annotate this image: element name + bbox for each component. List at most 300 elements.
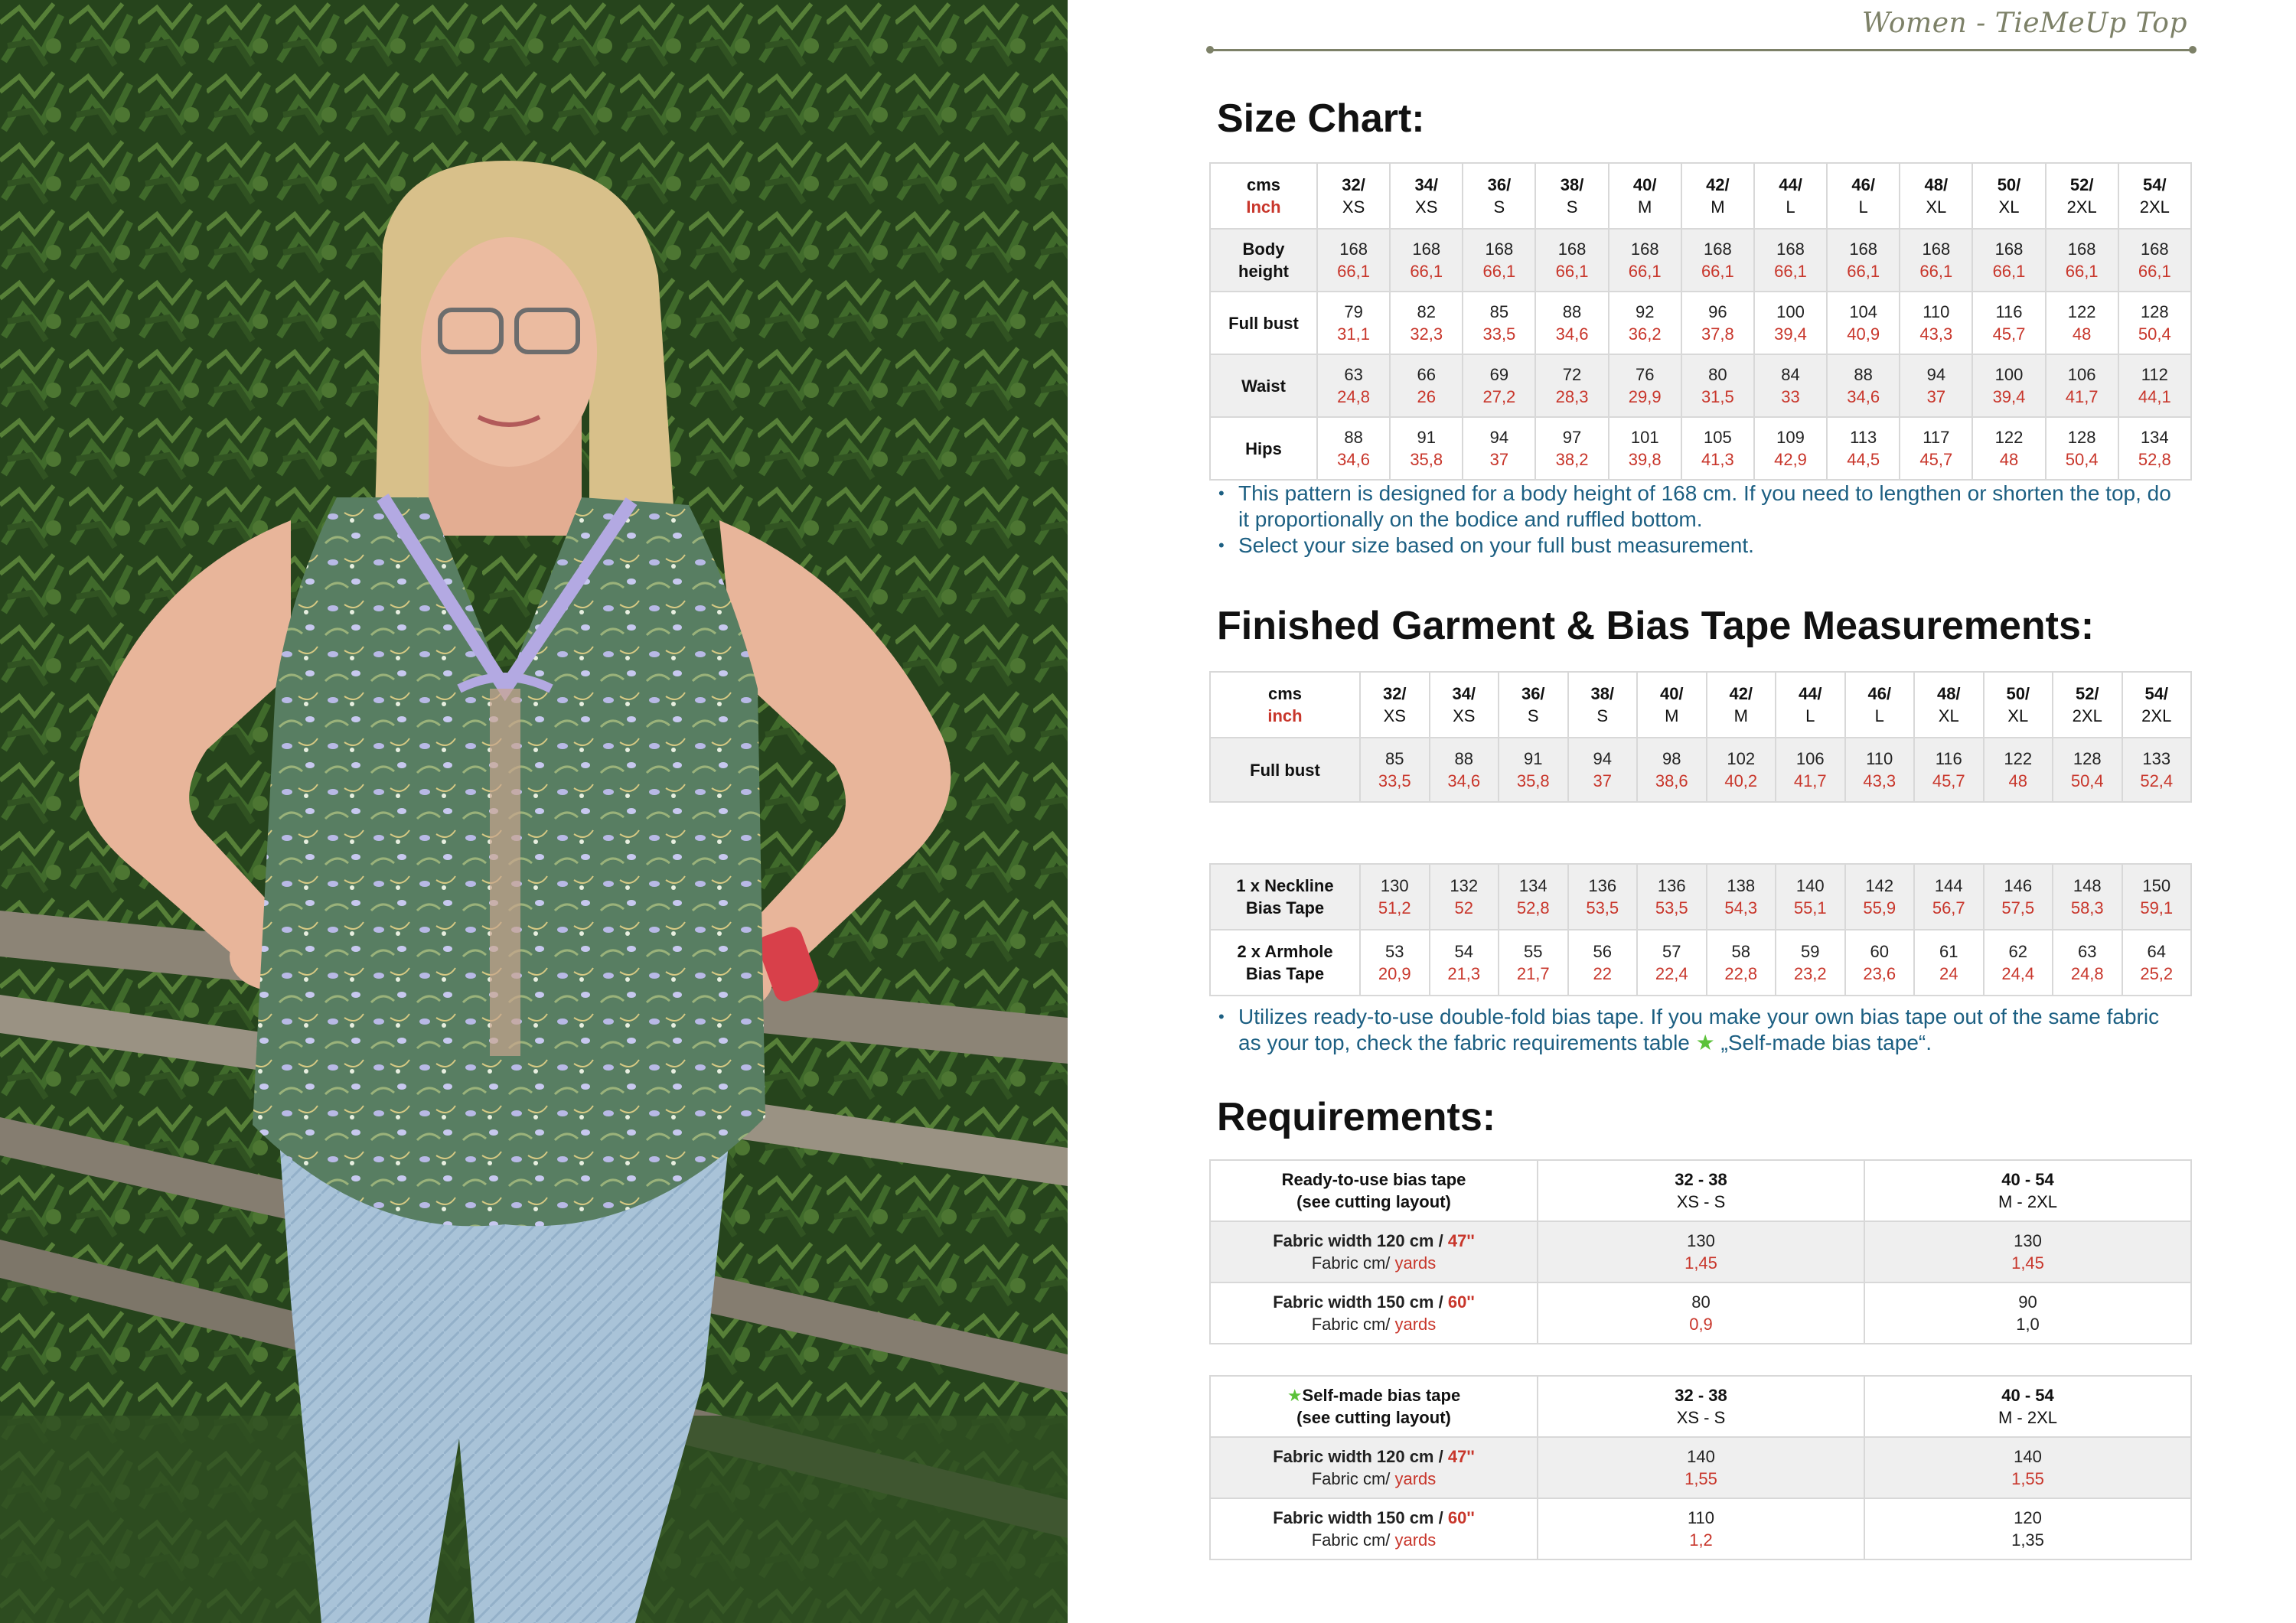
value-cell [1900,417,1972,480]
size-range-large [1864,1376,2191,1437]
size-header-1 [1430,672,1499,738]
size-range-small-top: 32 - 38 [1675,1170,1727,1189]
value-cell [2118,229,2191,292]
value-cell-top: 116 [1995,302,2023,321]
value-cell-top: 69 [1489,365,1509,384]
requirements-header-line1-text: Ready-to-use bias tape [1281,1170,1466,1189]
bias-value-cell [1568,864,1638,930]
bias-value-cell-bottom: 23,2 [1793,964,1827,983]
value-cell [1463,354,1535,417]
row-label: Full bust [1210,292,1317,354]
value-cell-top: 66 [1417,365,1436,384]
bias-value-cell [1914,864,1984,930]
value-cell [1390,417,1463,480]
bias-value-cell-bottom: 21,3 [1447,964,1481,983]
fabric-amount-small-bottom: 0,9 [1689,1315,1713,1334]
value-cell-top: 128 [2073,749,2102,768]
value-cell-bottom: 41,3 [1701,450,1734,469]
bias-value-cell-top: 148 [2073,876,2102,895]
value-cell-bottom: 43,3 [1863,771,1896,790]
fabric-amount-small-bottom: 1,2 [1689,1530,1713,1550]
value-cell-bottom: 52,8 [2138,450,2171,469]
size-header-6 [1754,163,1827,229]
bias-value-cell-top: 54 [1454,942,1473,961]
size-header-2-top: 36/ [1521,684,1545,703]
size-header-9-bottom: XL [2007,706,2029,725]
table-row [1210,354,2191,417]
bias-value-cell-top: 136 [1657,876,1686,895]
size-header-8-bottom: XL [1926,197,1947,217]
value-cell-bottom: 41,7 [2065,387,2099,406]
requirements-header-label [1210,1160,1538,1221]
value-cell [1609,292,1681,354]
fabric-unit-text: Fabric cm/ [1311,1315,1395,1334]
bias-value-cell [1776,864,1845,930]
value-cell-bottom: 27,2 [1482,387,1516,406]
value-cell-bottom: 37 [1926,387,1946,406]
value-cell-bottom: 48 [2072,324,2092,344]
row-label: Waist [1210,354,1317,417]
bias-value-cell-top: 60 [1870,942,1889,961]
value-cell [1609,229,1681,292]
size-range-small-bottom: XS - S [1676,1408,1726,1427]
size-header-1-bottom: XS [1415,197,1438,217]
fabric-width-inches: 47'' [1447,1447,1475,1466]
finished-measurements-title: Finished Garment & Bias Tape Measurements: [1217,604,2095,648]
bias-value-cell-bottom: 59,1 [2140,898,2174,917]
value-cell [2046,417,2118,480]
value-cell-top: 106 [2067,365,2096,384]
fabric-amount-large [1864,1437,2191,1498]
bias-value-cell-bottom: 52 [1454,898,1473,917]
size-header-10-bottom: 2XL [2072,706,2102,725]
bias-value-cell [2122,930,2192,996]
value-cell-bottom: 37 [1593,771,1612,790]
bias-row [1210,930,2191,996]
value-cell-top: 79 [1344,302,1363,321]
size-range-small-top: 32 - 38 [1675,1386,1727,1405]
requirements-row-label [1210,1498,1538,1559]
size-header-0-bottom: XS [1342,197,1365,217]
size-header-7-top: 46/ [1867,684,1892,703]
value-cell-bottom: 66,1 [1337,262,1370,281]
value-cell [1827,354,1900,417]
value-cell-top: 91 [1524,749,1543,768]
size-note: • Select your size based on your full bust measurement. [1215,533,2187,559]
value-cell-top: 128 [2140,302,2169,321]
bias-value-cell [1845,864,1915,930]
value-cell-top: 91 [1417,428,1436,447]
fabric-unit-yards: yards [1394,1530,1437,1550]
bias-value-cell-bottom: 22,8 [1724,964,1758,983]
value-cell-top: 168 [1557,240,1587,259]
value-cell [1681,417,1754,480]
value-cell-top: 122 [2067,302,2096,321]
bias-value-cell-bottom: 51,2 [1378,898,1411,917]
requirements-title: Requirements: [1217,1095,1496,1139]
size-header-0 [1360,672,1430,738]
row-label: Body height [1210,229,1317,292]
size-header-6-top: 44/ [1798,684,1822,703]
bias-value-cell [1360,864,1430,930]
value-cell-bottom: 52,4 [2140,771,2174,790]
bias-value-cell-top: 150 [2142,876,2171,895]
value-cell [1463,229,1535,292]
value-cell [1390,354,1463,417]
size-note: • This pattern is designed for a body height of 168 cm. If you need to lengthen or shorten the top, do it proportionally on the bodice and ruffled bottom. [1215,481,2187,533]
fabric-unit-text: Fabric cm/ [1311,1469,1395,1488]
fabric-unit-label [1211,1468,1537,1490]
fabric-width-text: Fabric width 120 cm / [1273,1447,1448,1466]
header-row [1210,163,2191,229]
value-cell-top: 94 [1926,365,1946,384]
value-cell-bottom: 66,1 [2138,262,2171,281]
value-cell-top: 85 [1489,302,1509,321]
size-range-large-bottom: M - 2XL [1998,1408,2058,1427]
size-header-11-bottom: 2XL [2141,706,2172,725]
value-cell-bottom: 66,1 [1919,262,1953,281]
value-cell [2046,292,2118,354]
bias-value-cell-top: 144 [1934,876,1963,895]
value-cell-bottom: 33,5 [1482,324,1516,344]
value-cell [1360,738,1430,802]
size-range-small [1538,1160,1864,1221]
bias-value-cell-bottom: 56,7 [1932,898,1965,917]
row-label: Full bust [1210,738,1360,802]
fabric-amount-small [1538,1282,1864,1344]
size-header-0 [1317,163,1390,229]
fabric-width-inches: 47'' [1447,1231,1475,1250]
fabric-width-label [1211,1507,1537,1529]
value-cell-bottom: 34,6 [1847,387,1880,406]
size-chart-table [1209,162,2192,481]
size-header-7-bottom: L [1858,197,1868,217]
value-cell-top: 168 [1485,240,1514,259]
bias-value-cell-bottom: 55,9 [1863,898,1896,917]
bias-value-cell-top: 59 [1801,942,1820,961]
fabric-amount-large-top: 90 [2018,1292,2037,1312]
model-photo [0,0,1068,1623]
value-cell [1390,229,1463,292]
fabric-amount-small-top: 110 [1687,1508,1715,1527]
size-header-8-top: 48/ [1924,175,1949,194]
header-row [1210,672,2191,738]
requirements-row-label [1210,1221,1538,1282]
fabric-amount-large [1864,1282,2191,1344]
size-header-3-top: 38/ [1590,684,1615,703]
value-cell-top: 85 [1385,749,1404,768]
value-cell [1776,738,1845,802]
bias-value-cell-bottom: 53,5 [1655,898,1688,917]
size-header-2-bottom: S [1493,197,1505,217]
value-cell [1972,229,2045,292]
value-cell-bottom: 50,4 [2138,324,2171,344]
size-header-8-bottom: XL [1938,706,1959,725]
value-cell-bottom: 39,8 [1628,450,1662,469]
bias-value-cell-top: 58 [1731,942,1750,961]
size-header-9 [1984,672,2053,738]
bias-value-cell-top: 136 [1588,876,1617,895]
value-cell-bottom: 66,1 [1847,262,1880,281]
bias-value-cell [2122,864,2192,930]
size-range-small-bottom: XS - S [1676,1192,1726,1211]
value-cell [1900,354,1972,417]
size-header-11-top: 54/ [2144,684,2169,703]
value-cell-top: 117 [1923,428,1950,447]
size-header-3 [1535,163,1608,229]
pattern-sheet [1194,0,2197,1623]
fabric-width-text: Fabric width 120 cm / [1273,1231,1448,1250]
size-header-3-bottom: S [1596,706,1609,725]
bias-value-cell [1499,930,1568,996]
requirements-row [1210,1221,2191,1282]
value-cell-top: 101 [1630,428,1659,447]
value-cell-bottom: 34,6 [1555,324,1589,344]
requirements-header-row [1210,1376,2191,1437]
size-header-11-bottom: 2XL [2139,197,2170,217]
size-header-10-top: 52/ [2075,684,2099,703]
value-cell-bottom: 44,5 [1847,450,1880,469]
unit-header-bottom: Inch [1246,197,1281,217]
size-header-8 [1914,672,1984,738]
value-cell-bottom: 66,1 [1992,262,2026,281]
bias-value-cell-top: 55 [1524,942,1543,961]
value-cell-top: 122 [1994,428,2024,447]
value-cell-top: 110 [1866,749,1893,768]
size-header-1 [1390,163,1463,229]
bias-value-cell-top: 53 [1385,942,1404,961]
value-cell [1317,354,1390,417]
requirements-row-label [1210,1437,1538,1498]
value-cell-top: 168 [1849,240,1878,259]
fabric-unit-label [1211,1529,1537,1551]
size-header-10-bottom: 2XL [2066,197,2097,217]
size-range-small [1538,1376,1864,1437]
requirements-header-line2: (see cutting layout) [1296,1408,1451,1427]
size-header-4-bottom: M [1638,197,1652,217]
size-header-6-bottom: L [1805,706,1815,725]
value-cell [1535,292,1608,354]
value-cell [1900,229,1972,292]
bias-value-cell [1360,930,1430,996]
value-cell [1972,354,2045,417]
fabric-amount-small-bottom: 1,45 [1684,1253,1717,1273]
size-header-10-top: 52/ [2069,175,2094,194]
value-cell-top: 112 [2141,365,2168,384]
requirements-row-label [1210,1282,1538,1344]
value-cell [1430,738,1499,802]
size-range-large-bottom: M - 2XL [1998,1192,2058,1211]
table-row [1210,229,2191,292]
value-cell [2046,229,2118,292]
value-cell-bottom: 35,8 [1516,771,1550,790]
value-cell [1984,738,2053,802]
value-cell [1609,354,1681,417]
value-cell-top: 109 [1776,428,1805,447]
fabric-unit-yards: yards [1394,1315,1437,1334]
size-header-8 [1900,163,1972,229]
size-header-5-top: 42/ [1729,684,1753,703]
value-cell [1390,292,1463,354]
value-cell [1754,292,1827,354]
value-cell-top: 88 [1344,428,1363,447]
value-cell-top: 168 [1922,240,1951,259]
size-header-3-top: 38/ [1560,175,1584,194]
size-header-0-bottom: XS [1383,706,1406,725]
document-header-title: Women - TieMeUp Top [1861,8,2187,39]
table-row [1210,292,2191,354]
bias-value-cell [1637,864,1707,930]
finished-garment-table [1209,671,2192,803]
value-cell-bottom: 66,1 [1701,262,1734,281]
bias-value-cell-top: 56 [1593,942,1612,961]
bias-tape-note-item: • Utilizes ready-to-use double-fold bias tape. If you make your own bias tape out of the same fabric as your top, check the fabric requirements table ★ „Self-made bias tape“. [1215,1004,2187,1056]
value-cell [1463,417,1535,480]
size-header-5 [1707,672,1776,738]
fabric-width-label [1211,1230,1537,1252]
size-header-7 [1845,672,1915,738]
bias-value-cell-bottom: 55,1 [1793,898,1827,917]
value-cell [1827,417,1900,480]
requirements-row [1210,1437,2191,1498]
bias-value-cell [1984,864,2053,930]
value-cell [1900,292,1972,354]
row-label: Hips [1210,417,1317,480]
value-cell [2118,354,2191,417]
value-cell-bottom: 48 [1999,450,2019,469]
size-header-5-bottom: M [1711,197,1725,217]
size-header-2-top: 36/ [1487,175,1512,194]
bias-value-cell-top: 142 [1865,876,1894,895]
value-cell [1681,354,1754,417]
size-header-9-bottom: XL [1998,197,2020,217]
value-cell-bottom: 39,4 [1774,324,1807,344]
value-cell [1681,229,1754,292]
value-cell-top: 100 [1994,365,2024,384]
requirements-header-label [1210,1376,1538,1437]
value-cell-bottom: 42,9 [1774,450,1807,469]
header-divider [1209,49,2193,51]
value-cell [1535,417,1608,480]
value-cell-top: 134 [2140,428,2169,447]
value-cell [2046,354,2118,417]
value-cell-top: 168 [1704,240,1732,259]
bias-value-cell-top: 61 [1939,942,1958,961]
value-cell [2118,292,2191,354]
value-cell-bottom: 39,4 [1992,387,2026,406]
value-cell [1707,738,1776,802]
value-cell [1754,417,1827,480]
value-cell-bottom: 50,4 [2070,771,2104,790]
value-cell-top: 72 [1562,365,1582,384]
value-cell-bottom: 66,1 [1774,262,1807,281]
unit-header [1210,163,1317,229]
size-header-9-top: 50/ [2006,684,2030,703]
value-cell [2122,738,2192,802]
bias-value-cell-bottom: 57,5 [2001,898,2035,917]
size-range-large-top: 40 - 54 [2001,1170,2054,1189]
bias-value-cell [1984,930,2053,996]
bias-value-cell-bottom: 22 [1593,964,1612,983]
fabric-unit-yards: yards [1394,1253,1437,1273]
bias-value-cell-top: 138 [1727,876,1756,895]
unit-header-top: cms [1246,175,1281,194]
value-cell [1681,292,1754,354]
value-cell-top: 122 [2004,749,2033,768]
value-cell-top: 88 [1854,365,1873,384]
fabric-width-label [1211,1291,1537,1313]
value-cell-top: 88 [1562,302,1582,321]
value-cell-bottom: 37,8 [1701,324,1734,344]
fabric-amount-small-top: 80 [1691,1292,1711,1312]
value-cell-bottom: 31,5 [1701,387,1734,406]
size-header-11 [2122,672,2192,738]
value-cell-bottom: 38,2 [1555,450,1589,469]
value-cell [2118,417,2191,480]
fabric-amount-small-bottom: 1,55 [1684,1469,1717,1488]
value-cell-bottom: 41,7 [1793,771,1827,790]
bias-value-cell-bottom: 23,6 [1863,964,1896,983]
requirements-header-line1-text: Self-made bias tape [1302,1386,1461,1405]
value-cell [1499,738,1568,802]
value-cell-top: 168 [2067,240,2096,259]
size-header-0-top: 32/ [1342,175,1365,194]
size-range-large [1864,1160,2191,1221]
unit-header-bottom: inch [1267,706,1303,725]
size-header-9-top: 50/ [1997,175,2021,194]
value-cell [1317,292,1390,354]
value-cell-bottom: 33 [1781,387,1800,406]
value-cell-bottom: 66,1 [1482,262,1516,281]
value-cell-top: 168 [1339,240,1368,259]
size-header-11-top: 54/ [2143,175,2167,194]
value-cell [1317,229,1390,292]
value-cell-bottom: 66,1 [2065,262,2099,281]
size-header-9 [1972,163,2045,229]
bias-value-cell-bottom: 54,3 [1724,898,1758,917]
bias-value-cell-bottom: 20,9 [1378,964,1411,983]
unit-header-top: cms [1267,684,1303,703]
fabric-amount-large-top: 130 [2014,1231,2042,1250]
size-header-1-top: 34/ [1414,175,1439,194]
value-cell-top: 168 [2140,240,2169,259]
size-header-4-top: 40/ [1632,175,1657,194]
size-header-6-top: 44/ [1779,175,1802,194]
value-cell-top: 102 [1727,749,1756,768]
value-cell-bottom: 33,5 [1378,771,1411,790]
value-cell-bottom: 40,2 [1724,771,1758,790]
bias-value-cell-top: 140 [1795,876,1825,895]
value-cell-bottom: 36,2 [1628,324,1662,344]
value-cell-bottom: 26 [1417,387,1436,406]
value-cell [1609,417,1681,480]
value-cell-bottom: 29,9 [1628,387,1662,406]
value-cell-bottom: 45,7 [1919,450,1953,469]
bias-value-cell-top: 64 [2147,942,2166,961]
bias-value-cell [2053,930,2122,996]
value-cell-top: 88 [1454,749,1473,768]
value-cell-top: 96 [1708,302,1727,321]
value-cell-bottom: 66,1 [1410,262,1443,281]
value-cell [1535,354,1608,417]
size-header-0-top: 32/ [1382,684,1407,703]
value-cell [1972,417,2045,480]
value-cell-top: 84 [1781,365,1800,384]
value-cell-top: 63 [1344,365,1363,384]
fabric-unit-label [1211,1252,1537,1274]
value-cell [1972,292,2045,354]
bias-value-cell-top: 63 [2078,942,2097,961]
